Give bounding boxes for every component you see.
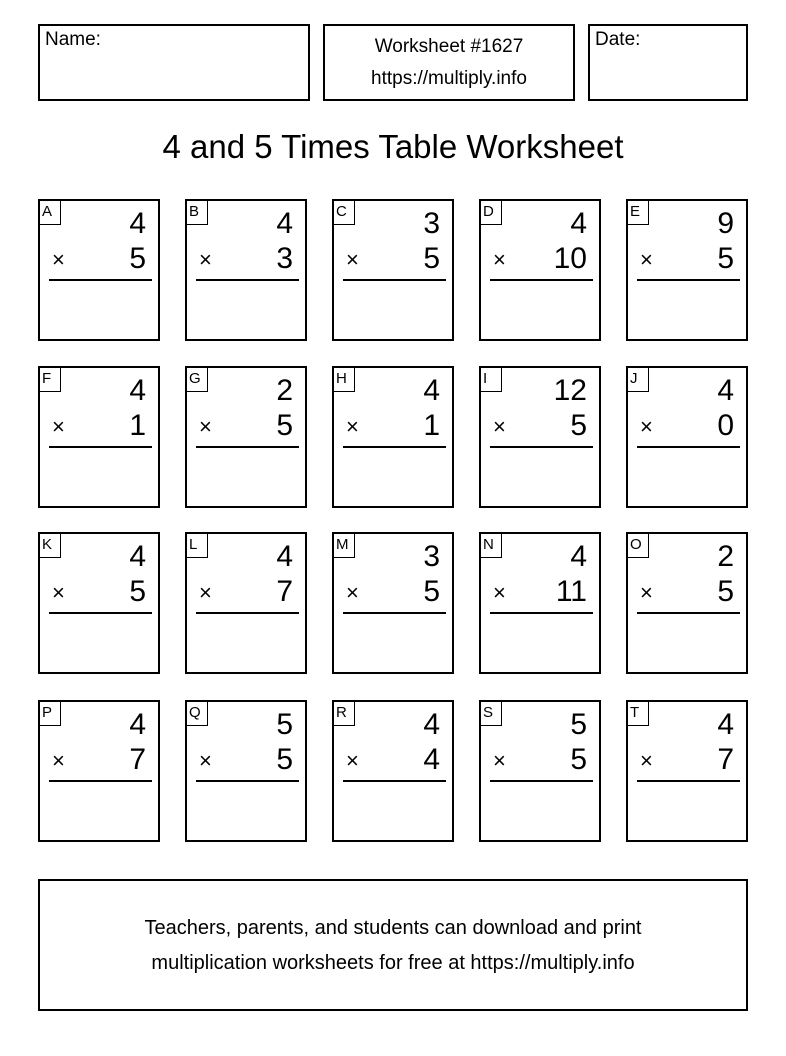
problem-card-l[interactable] (185, 532, 307, 674)
problem-card-m[interactable] (332, 532, 454, 674)
problem-label: G (187, 368, 208, 392)
problem-card-o[interactable] (626, 532, 748, 674)
multiplicand: 5 (570, 708, 587, 741)
problem-card-h[interactable] (332, 366, 454, 508)
problem-card-d[interactable] (479, 199, 601, 341)
page-title: 4 and 5 Times Table Worksheet (162, 128, 624, 165)
times-icon: × (493, 580, 506, 605)
multiplicand: 4 (423, 708, 440, 741)
multiplicand: 4 (276, 540, 293, 573)
times-icon: × (346, 580, 359, 605)
multiplicand: 4 (129, 708, 146, 741)
multiplicand: 12 (553, 374, 587, 407)
problem-label: N (481, 534, 502, 558)
problem-card-s[interactable] (479, 700, 601, 842)
problem-label: S (481, 702, 502, 726)
answer-line (490, 780, 593, 782)
problem-card-c[interactable] (332, 199, 454, 341)
multiplicand: 3 (423, 540, 440, 573)
problem-card-p[interactable] (38, 700, 160, 842)
problem-card-r[interactable] (332, 700, 454, 842)
times-icon: × (199, 247, 212, 272)
footer-box (38, 879, 748, 1011)
multiplier: 5 (276, 743, 293, 776)
multiplicand: 4 (717, 374, 734, 407)
answer-line (49, 446, 152, 448)
multiplier: 7 (276, 575, 293, 608)
answer-line (343, 612, 446, 614)
multiplier: 5 (570, 409, 587, 442)
multiplier: 5 (276, 409, 293, 442)
problem-label: L (187, 534, 208, 558)
multiplicand: 9 (717, 207, 734, 240)
problem-card-e[interactable] (626, 199, 748, 341)
worksheet-url: https://multiply.info (371, 68, 527, 89)
multiplier: 4 (423, 743, 440, 776)
problem-label: A (40, 201, 61, 225)
multiplier: 5 (423, 575, 440, 608)
times-icon: × (346, 748, 359, 773)
answer-line (490, 446, 593, 448)
problem-card-k[interactable] (38, 532, 160, 674)
problem-label: R (334, 702, 355, 726)
problem-card-i[interactable] (479, 366, 601, 508)
multiplicand: 4 (129, 374, 146, 407)
answer-line (637, 446, 740, 448)
answer-line (637, 612, 740, 614)
times-icon: × (346, 247, 359, 272)
times-icon: × (199, 414, 212, 439)
multiplier: 5 (570, 743, 587, 776)
problem-card-q[interactable] (185, 700, 307, 842)
times-icon: × (493, 748, 506, 773)
answer-line (490, 612, 593, 614)
problem-label: T (628, 702, 649, 726)
worksheet-number: Worksheet #1627 (374, 36, 524, 57)
problem-label: H (334, 368, 355, 392)
problem-label: I (481, 368, 502, 392)
answer-line (490, 279, 593, 281)
times-icon: × (52, 414, 65, 439)
multiplier: 5 (717, 242, 734, 275)
multiplier: 1 (129, 409, 146, 442)
answer-line (637, 279, 740, 281)
answer-line (49, 780, 152, 782)
problem-label: F (40, 368, 61, 392)
answer-line (343, 780, 446, 782)
problem-label: J (628, 368, 649, 392)
answer-line (196, 279, 299, 281)
problem-card-a[interactable] (38, 199, 160, 341)
multiplier: 11 (555, 575, 587, 608)
problem-card-t[interactable] (626, 700, 748, 842)
worksheet-info-box (323, 24, 575, 101)
times-icon: × (346, 414, 359, 439)
multiplicand: 2 (717, 540, 734, 573)
footer-line-2: multiplication worksheets for free at https://multiply.info (151, 952, 635, 974)
problem-label: Q (187, 702, 208, 726)
multiplier: 5 (423, 242, 440, 275)
multiplicand: 2 (276, 374, 293, 407)
multiplier: 5 (129, 242, 146, 275)
answer-line (343, 446, 446, 448)
multiplicand: 5 (276, 708, 293, 741)
multiplier: 10 (553, 242, 587, 275)
date-field-box[interactable] (588, 24, 748, 101)
date-label: Date: (595, 29, 641, 50)
footer-line-1: Teachers, parents, and students can download and print (144, 917, 642, 939)
answer-line (343, 279, 446, 281)
problem-card-j[interactable] (626, 366, 748, 508)
name-label: Name: (45, 29, 101, 50)
multiplier: 3 (276, 242, 293, 275)
times-icon: × (640, 247, 653, 272)
problem-label: D (481, 201, 502, 225)
multiplier: 0 (717, 409, 734, 442)
times-icon: × (493, 247, 506, 272)
multiplicand: 3 (423, 207, 440, 240)
problem-card-n[interactable] (479, 532, 601, 674)
problem-label: P (40, 702, 61, 726)
multiplier: 5 (717, 575, 734, 608)
multiplier: 7 (717, 743, 734, 776)
times-icon: × (199, 580, 212, 605)
multiplicand: 4 (276, 207, 293, 240)
problem-card-g[interactable] (185, 366, 307, 508)
answer-line (49, 279, 152, 281)
times-icon: × (640, 580, 653, 605)
times-icon: × (640, 414, 653, 439)
multiplicand: 4 (570, 540, 587, 573)
multiplicand: 4 (129, 207, 146, 240)
times-icon: × (52, 748, 65, 773)
name-field-box[interactable] (38, 24, 310, 101)
problem-label: K (40, 534, 61, 558)
answer-line (637, 780, 740, 782)
times-icon: × (52, 580, 65, 605)
times-icon: × (199, 748, 212, 773)
problem-card-f[interactable] (38, 366, 160, 508)
answer-line (196, 446, 299, 448)
multiplicand: 4 (423, 374, 440, 407)
problem-card-b[interactable] (185, 199, 307, 341)
answer-line (196, 780, 299, 782)
problem-label: C (334, 201, 355, 225)
multiplicand: 4 (129, 540, 146, 573)
problem-label: M (334, 534, 355, 558)
answer-line (196, 612, 299, 614)
multiplier: 7 (129, 743, 146, 776)
problem-label: B (187, 201, 208, 225)
times-icon: × (493, 414, 506, 439)
multiplicand: 4 (717, 708, 734, 741)
times-icon: × (640, 748, 653, 773)
problem-label: E (628, 201, 649, 225)
answer-line (49, 612, 152, 614)
problem-label: O (628, 534, 649, 558)
multiplicand: 4 (570, 207, 587, 240)
multiplier: 5 (129, 575, 146, 608)
times-icon: × (52, 247, 65, 272)
multiplier: 1 (423, 409, 440, 442)
